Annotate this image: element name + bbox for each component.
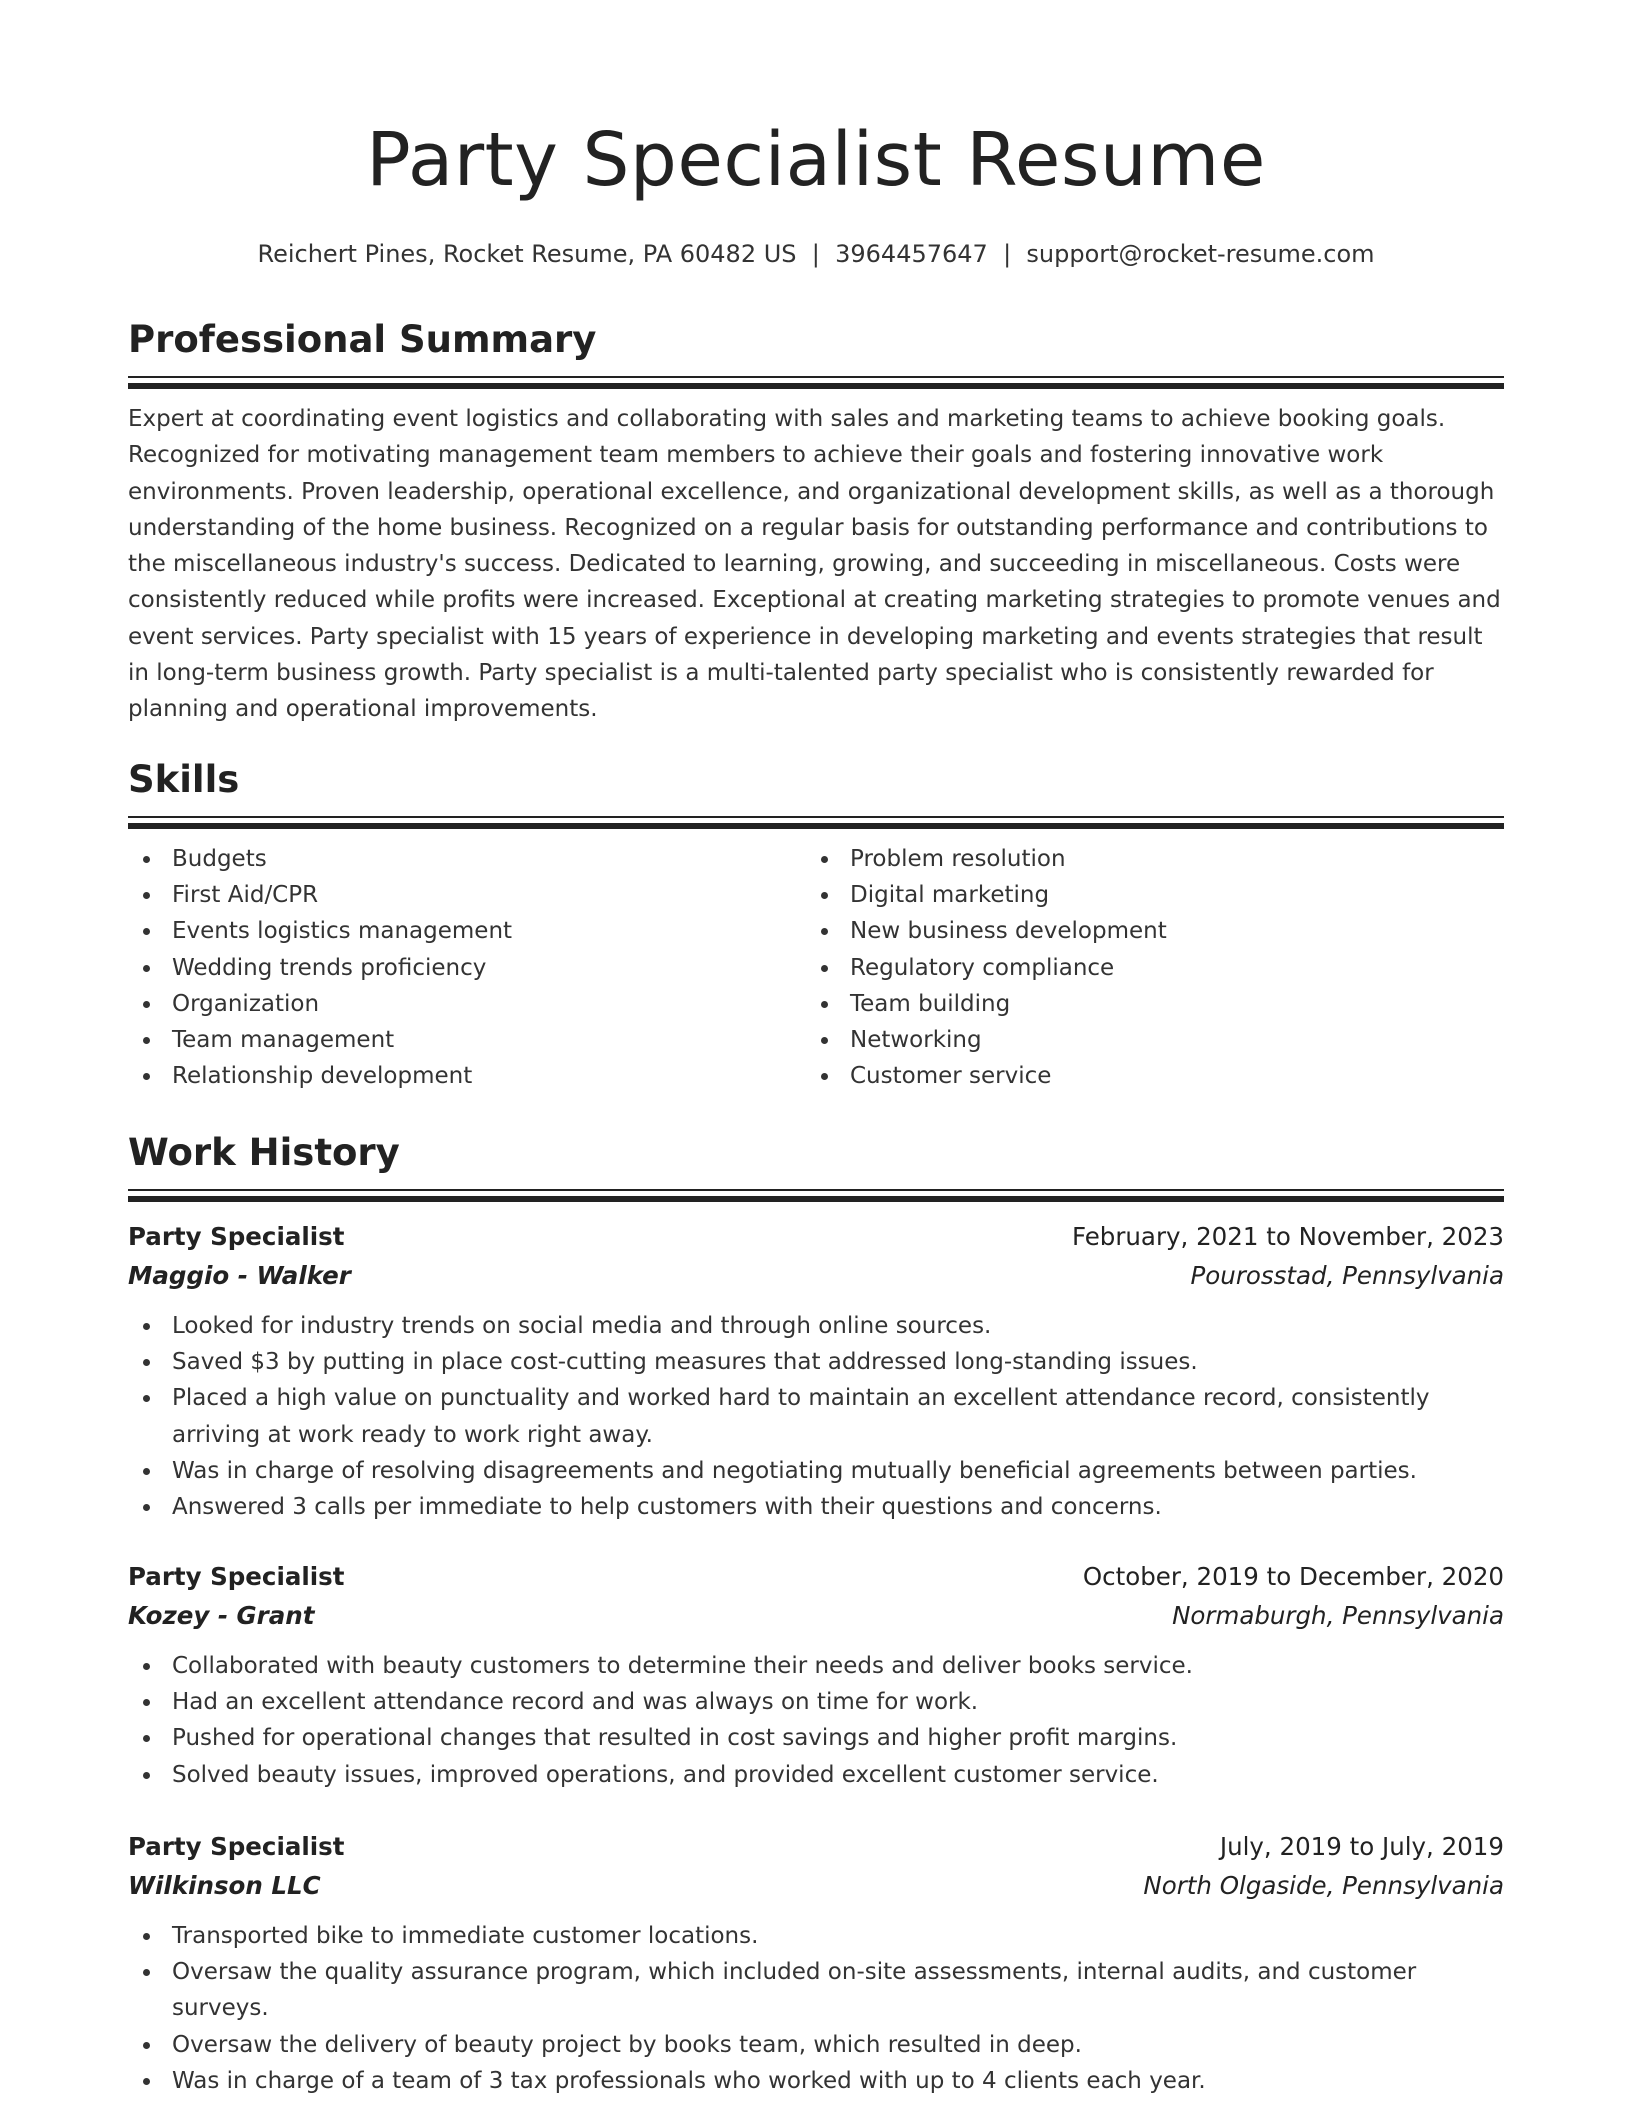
skill-item: Team building	[806, 986, 1484, 1022]
job-bullet: Was in charge of a team of 3 tax professionals who worked with up to 4 clients each year.	[128, 2063, 1504, 2099]
job-bullet: Was in charge of resolving disagreements and negotiating mutually beneficial agreements between parties.	[128, 1453, 1504, 1489]
skill-item: Budgets	[128, 841, 806, 877]
skill-item: Organization	[128, 986, 806, 1022]
job-bullet: Oversaw the quality assurance program, which included on-site assessments, internal audits, and customer surveys.	[128, 1954, 1504, 2026]
job-bullet: Saved $3 by putting in place cost-cutting measures that addressed long-standing issues.	[128, 1344, 1504, 1380]
job-entry	[128, 1557, 1504, 1793]
summary-heading: Professional Summary	[128, 318, 597, 361]
skill-item: Team management	[128, 1022, 806, 1058]
job-location: Normaburgh, Pennsylvania	[1172, 1601, 1504, 1630]
skill-item: Relationship development	[128, 1058, 806, 1094]
section-divider	[128, 1189, 1504, 1202]
job-entry	[128, 1827, 1504, 2099]
skills-section	[128, 758, 1504, 1094]
job-title: Party Specialist	[128, 1832, 345, 1861]
job-bullet: Oversaw the delivery of beauty project by books team, which resulted in deep.	[128, 2027, 1504, 2063]
job-bullet: Had an excellent attendance record and was always on time for work.	[128, 1684, 1504, 1720]
job-bullets	[128, 1648, 1504, 1793]
work-history-heading: Work History	[128, 1131, 400, 1174]
job-bullet: Transported bike to immediate customer locations.	[128, 1918, 1504, 1954]
job-bullets	[128, 1308, 1504, 1525]
contact-line: Reichert Pines, Rocket Resume, PA 60482 US | 3964457647 | support@rocket-resume.com	[257, 240, 1375, 268]
job-bullet: Collaborated with beauty customers to determine their needs and deliver books service.	[128, 1648, 1504, 1684]
skills-columns	[128, 841, 1504, 1094]
skill-item: Problem resolution	[806, 841, 1484, 877]
job-location: Pourosstad, Pennsylvania	[1190, 1261, 1504, 1290]
skills-heading: Skills	[128, 758, 240, 801]
job-bullets	[128, 1918, 1504, 2099]
company-name: Maggio - Walker	[128, 1261, 351, 1290]
skill-item: First Aid/CPR	[128, 877, 806, 913]
job-bullet: Placed a high value on punctuality and worked hard to maintain an excellent attendance record, consistently arriving at work ready to work right away.	[128, 1380, 1504, 1452]
work-history-section	[128, 1131, 1504, 1202]
job-bullet: Pushed for operational changes that resulted in cost savings and higher profit margins.	[128, 1720, 1504, 1756]
job-location: North Olgaside, Pennsylvania	[1143, 1871, 1504, 1900]
skills-list-left	[128, 841, 806, 1094]
summary-section	[128, 318, 1504, 728]
job-dates: October, 2019 to December, 2020	[1082, 1562, 1504, 1591]
skill-item: Events logistics management	[128, 913, 806, 949]
company-name: Kozey - Grant	[128, 1601, 315, 1630]
page-title: Party Specialist Resume	[366, 117, 1266, 203]
skill-item: Customer service	[806, 1058, 1484, 1094]
skills-list-right	[806, 841, 1484, 1094]
company-name: Wilkinson LLC	[128, 1871, 321, 1900]
summary-text: Expert at coordinating event logistics and collaborating with sales and marketing teams to achieve booking goals. Recognized for motivating management team members to achieve their goals and fostering innovative work environments. Proven leadership, operational excellence, and organizational development skills, as well as a thorough understanding of the home business. Recognized on a regular basis for outstanding performance and contributions to the miscellaneous industry's success. Dedicated to learning, growing, and succeeding in miscellaneous. Costs were consistently reduced while profits were increased. Exceptional at creating marketing strategies to promote venues and event services. Party specialist with 15 years of experience in developing marketing and events strategies that result in long-term business growth. Party specialist is a multi-talented party specialist who is consistently rewarded for planning and operational improvements.	[128, 406, 1501, 723]
job-dates: July, 2019 to July, 2019	[1219, 1832, 1504, 1861]
skill-item: Wedding trends proficiency	[128, 950, 806, 986]
job-title: Party Specialist	[128, 1562, 345, 1591]
skill-item: Regulatory compliance	[806, 950, 1484, 986]
job-title: Party Specialist	[128, 1222, 345, 1251]
skill-item: Networking	[806, 1022, 1484, 1058]
job-bullet: Answered 3 calls per immediate to help customers with their questions and concerns.	[128, 1489, 1504, 1525]
skill-item: Digital marketing	[806, 877, 1484, 913]
job-entry	[128, 1217, 1504, 1525]
job-bullet: Solved beauty issues, improved operations, and provided excellent customer service.	[128, 1757, 1504, 1793]
job-dates: February, 2021 to November, 2023	[1071, 1222, 1504, 1251]
skill-item: New business development	[806, 913, 1484, 949]
section-divider	[128, 376, 1504, 389]
section-divider	[128, 816, 1504, 829]
job-bullet: Looked for industry trends on social media and through online sources.	[128, 1308, 1504, 1344]
